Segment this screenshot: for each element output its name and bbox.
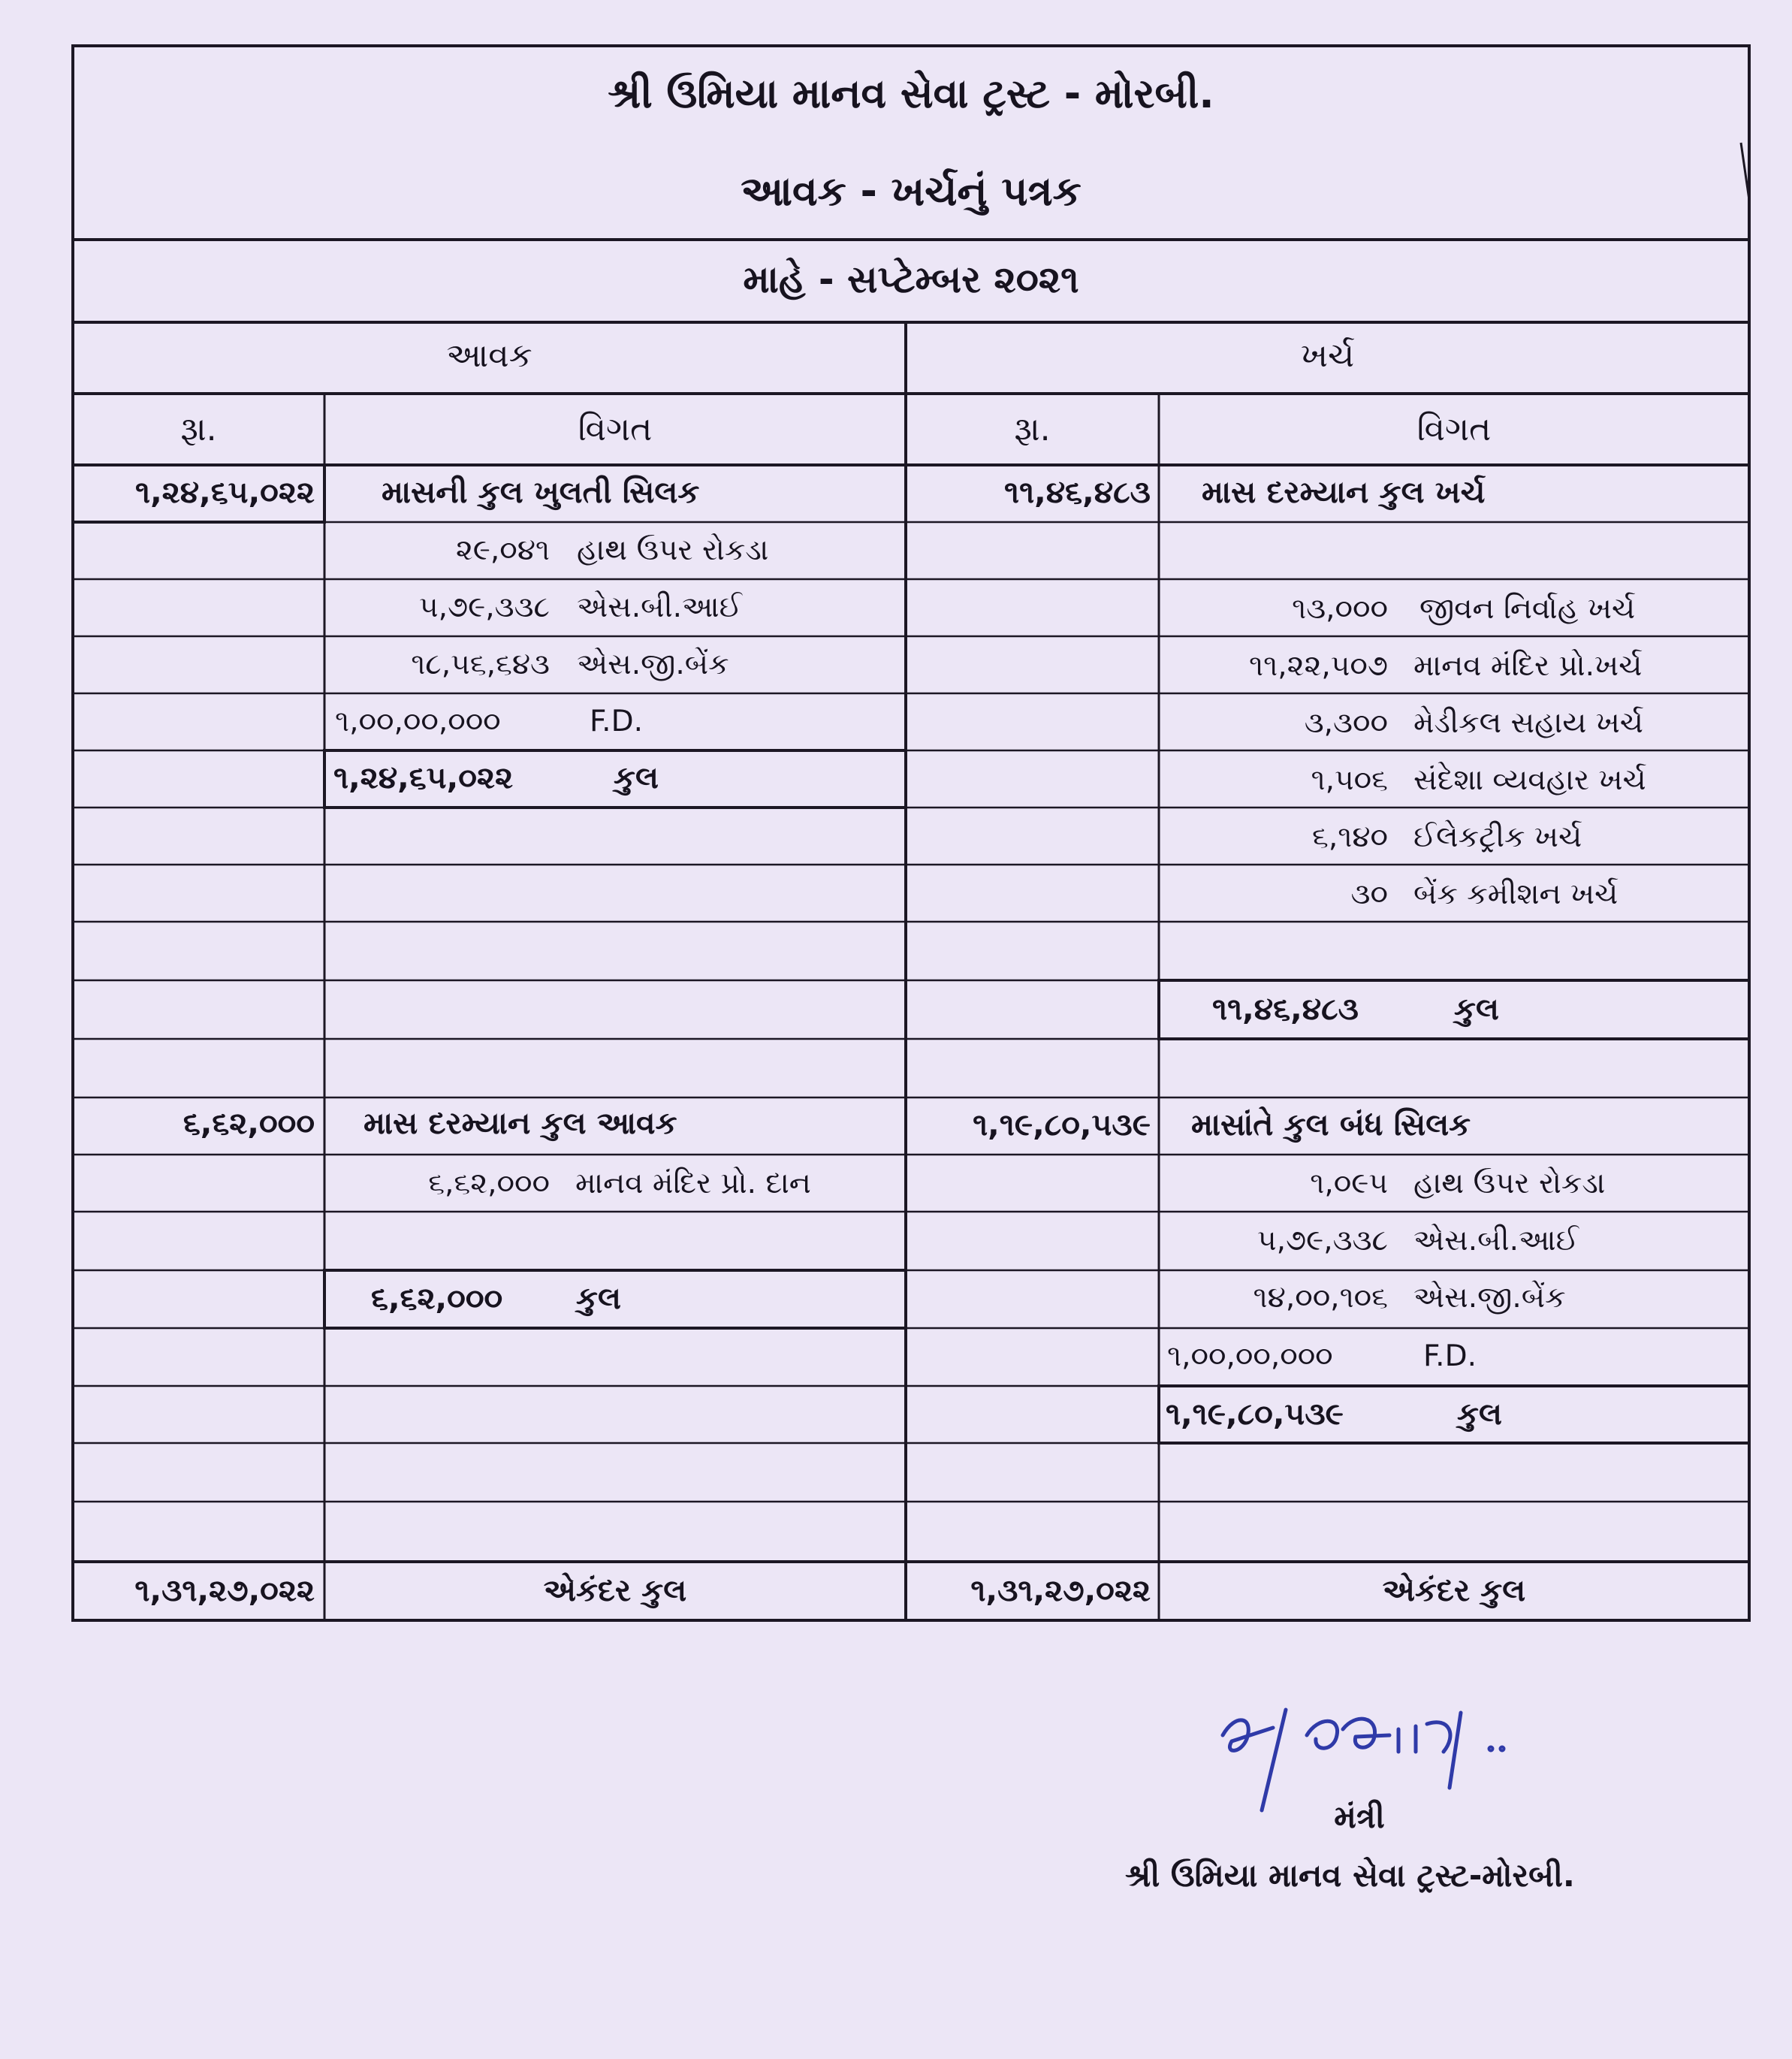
monthly-income-total-amount: ૬,૬૨,૦૦૦ <box>371 1280 503 1316</box>
closing-balance-amount: ૧,૧૯,૮૦,૫૩૯ <box>973 1106 1151 1143</box>
closing-item-amount: ૫,૭૯,૩૩૮ <box>1257 1224 1388 1257</box>
expense-item-label: સંદેશા વ્યવહાર ખર્ચ <box>1413 763 1646 797</box>
expense-item-amount: ૩,૩૦૦ <box>1304 706 1388 740</box>
expense-detail-label: વિગત <box>1416 410 1492 448</box>
expense-item-label: માનવ મંદિર પ્રો.ખર્ચ <box>1413 649 1643 683</box>
opening-item-amount: ૨૯,૦૪૧ <box>455 533 550 567</box>
expense-item-amount: ૬,૧૪૦ <box>1311 820 1388 854</box>
statement-title: આવક - ખર્ચનું પત્રક <box>741 168 1082 215</box>
expense-item-amount: ૩૦ <box>1350 877 1388 911</box>
closing-item-label: એસ.બી.આઈ <box>1413 1224 1579 1257</box>
monthly-income-total-label: કુલ <box>576 1280 621 1316</box>
expense-item-amount: ૧૧,૨૨,૫૦૭ <box>1248 649 1388 683</box>
income-item-label: માનવ મંદિર પ્રો. દાન <box>575 1167 811 1200</box>
closing-total-label: કુલ <box>1457 1396 1502 1432</box>
expense-item-label: જીવન નિર્વાહ ખર્ચ <box>1419 592 1636 626</box>
opening-balance-label: માસની કુલ ખુલતી સિલક <box>382 474 700 510</box>
expense-grand-total-label: એકંદર કુલ <box>1382 1572 1526 1608</box>
closing-item-label: એસ.જી.બેંક <box>1413 1281 1566 1315</box>
income-column-head: આવક <box>446 337 532 375</box>
signatory-designation: મંત્રી <box>1334 1798 1385 1835</box>
expense-item-amount: ૧૩,૦૦૦ <box>1292 592 1388 626</box>
month-label: માહે - સપ્ટેમ્બર ૨૦૨૧ <box>743 258 1079 301</box>
closing-item-label: F.D. <box>1423 1339 1477 1373</box>
opening-balance-amount: ૧,૨૪,૬૫,૦૨૨ <box>134 474 315 510</box>
closing-balance-label: માસાંતે કુલ બંધ સિલક <box>1191 1106 1471 1143</box>
opening-item-amount: ૧,૦૦,૦૦,૦૦૦ <box>335 705 501 738</box>
expense-item-label: ઈલેકટ્રીક ખર્ચ <box>1413 820 1582 854</box>
closing-item-amount: ૧,૦૯૫ <box>1310 1167 1388 1200</box>
expense-column-head: ખર્ચ <box>1300 337 1355 375</box>
income-grand-total-label: એકંદર કુલ <box>543 1572 687 1608</box>
expense-rs-label: રૂા. <box>1014 410 1051 448</box>
closing-item-amount: ૧૪,૦૦,૧૦૬ <box>1253 1281 1388 1315</box>
closing-item-amount: ૧,૦૦,૦૦,૦૦૦ <box>1167 1339 1333 1373</box>
expense-grand-total-amount: ૧,૩૧,૨૭,૦૨૨ <box>970 1572 1151 1608</box>
income-grand-total-amount: ૧,૩૧,૨૭,૦૨૨ <box>134 1572 315 1608</box>
opening-total-amount: ૧,૨૪,૬૫,૦૨૨ <box>333 759 514 796</box>
opening-item-amount: ૫,૭૯,૩૩૮ <box>418 590 550 624</box>
opening-total-label: કુલ <box>614 759 659 796</box>
income-item-amount: ૬,૬૨,૦૦૦ <box>428 1167 550 1200</box>
trust-name-heading: શ્રી ઉમિયા માનવ સેવા ટ્રસ્ટ - મોરબી. <box>608 70 1214 117</box>
expense-item-label: મેડીકલ સહાય ખર્ચ <box>1413 706 1643 740</box>
signatory-organization: શ્રી ઉમિયા માનવ સેવા ટ્રસ્ટ-મોરબી. <box>1125 1857 1575 1894</box>
opening-item-label: એસ.જી.બેંક <box>577 648 729 681</box>
opening-item-label: એસ.બી.આઈ <box>577 590 742 624</box>
opening-item-amount: ૧૮,૫૬,૬૪૩ <box>411 648 550 681</box>
expense-item-amount: ૧,૫૦૬ <box>1311 763 1388 797</box>
opening-item-label: હાથ ઉપર રોકડા <box>577 533 769 567</box>
opening-item-label: F.D. <box>590 705 643 738</box>
closing-total-amount: ૧,૧૯,૮૦,૫૩૯ <box>1166 1396 1344 1432</box>
monthly-income-label: માસ દરમ્યાન કુલ આવક <box>364 1105 677 1141</box>
monthly-income-amount: ૬,૬૨,૦૦૦ <box>183 1105 315 1141</box>
income-detail-label: વિગત <box>578 410 653 448</box>
monthly-expense-total-label: કુલ <box>1454 991 1499 1027</box>
closing-item-label: હાથ ઉપર રોકડા <box>1413 1167 1606 1200</box>
monthly-expense-amount: ૧૧,૪૬,૪૮૩ <box>1004 474 1151 510</box>
monthly-expense-label: માસ દરમ્યાન કુલ ખર્ચ <box>1202 474 1486 510</box>
expense-item-label: બેંક કમીશન ખર્ચ <box>1413 877 1619 911</box>
monthly-expense-total-amount: ૧૧,૪૬,૪૮૩ <box>1212 991 1359 1027</box>
income-rs-label: રૂા. <box>180 410 217 448</box>
